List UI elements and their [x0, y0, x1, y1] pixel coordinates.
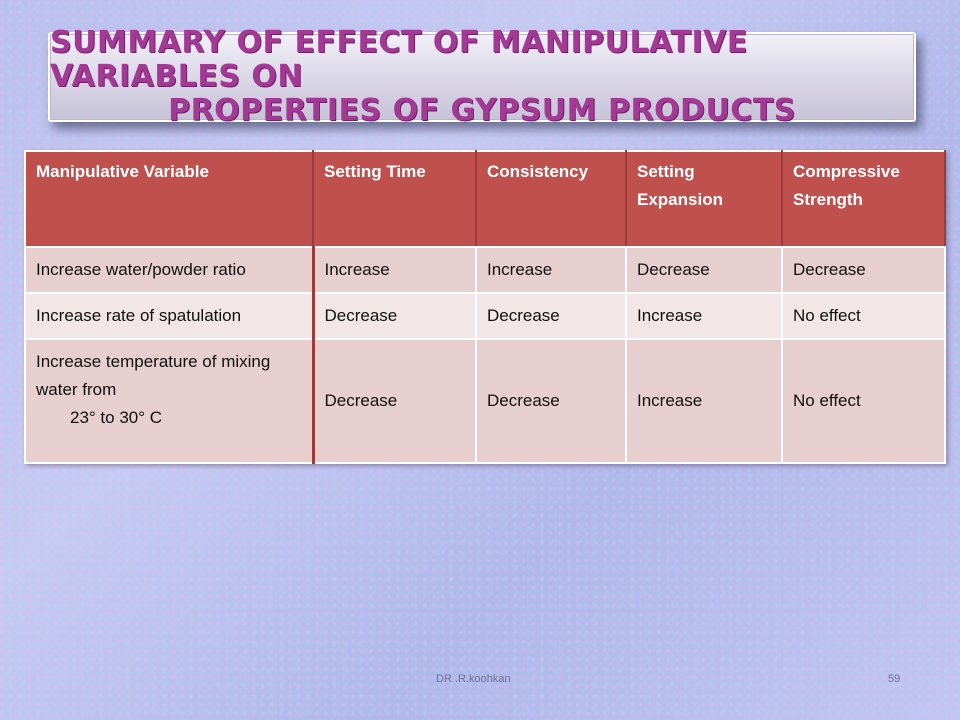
slide-title-box	[48, 25, 916, 128]
cell-consistency: Decrease	[476, 339, 626, 463]
cell-compressive-strength: Decrease	[782, 247, 945, 293]
slide-title-line-1: SUMMARY OF EFFECT OF MANIPULATIVE VARIABLES ON	[50, 25, 748, 94]
cell-compressive-strength: No effect	[782, 293, 945, 339]
cell-variable: Increase rate of spatulation	[25, 293, 313, 339]
header-compressive-strength: Compressive Strength	[782, 151, 945, 247]
slide-title-line-2: PROPERTIES OF GYPSUM PRODUCTS	[168, 93, 796, 128]
cell-consistency: Decrease	[476, 293, 626, 339]
cell-setting-expansion: Increase	[626, 339, 782, 463]
cell-compressive-strength: No effect	[782, 339, 945, 463]
cell-variable	[25, 339, 313, 463]
header-consistency: Consistency	[476, 151, 626, 247]
summary-table	[24, 150, 946, 464]
cell-setting-expansion: Increase	[626, 293, 782, 339]
table-header-row	[25, 151, 945, 247]
cell-variable-text: Increase temperature of mixing water from	[36, 352, 271, 399]
cell-consistency: Increase	[476, 247, 626, 293]
table-row	[25, 247, 945, 293]
cell-setting-time: Decrease	[313, 339, 476, 463]
cell-variable-range: 23° to 30° C	[70, 408, 163, 427]
cell-variable: Increase water/powder ratio	[25, 247, 313, 293]
table-row	[25, 339, 945, 463]
header-manipulative-variable: Manipulative Variable	[25, 151, 313, 247]
cell-setting-expansion: Decrease	[626, 247, 782, 293]
cell-setting-time: Decrease	[313, 293, 476, 339]
footer-author: DR .R.koohkan	[436, 673, 511, 685]
footer-page-number: 59	[888, 673, 901, 685]
header-setting-expansion: Setting Expansion	[626, 151, 782, 247]
header-setting-time: Setting Time	[313, 151, 476, 247]
table-row	[25, 293, 945, 339]
cell-setting-time: Increase	[313, 247, 476, 293]
